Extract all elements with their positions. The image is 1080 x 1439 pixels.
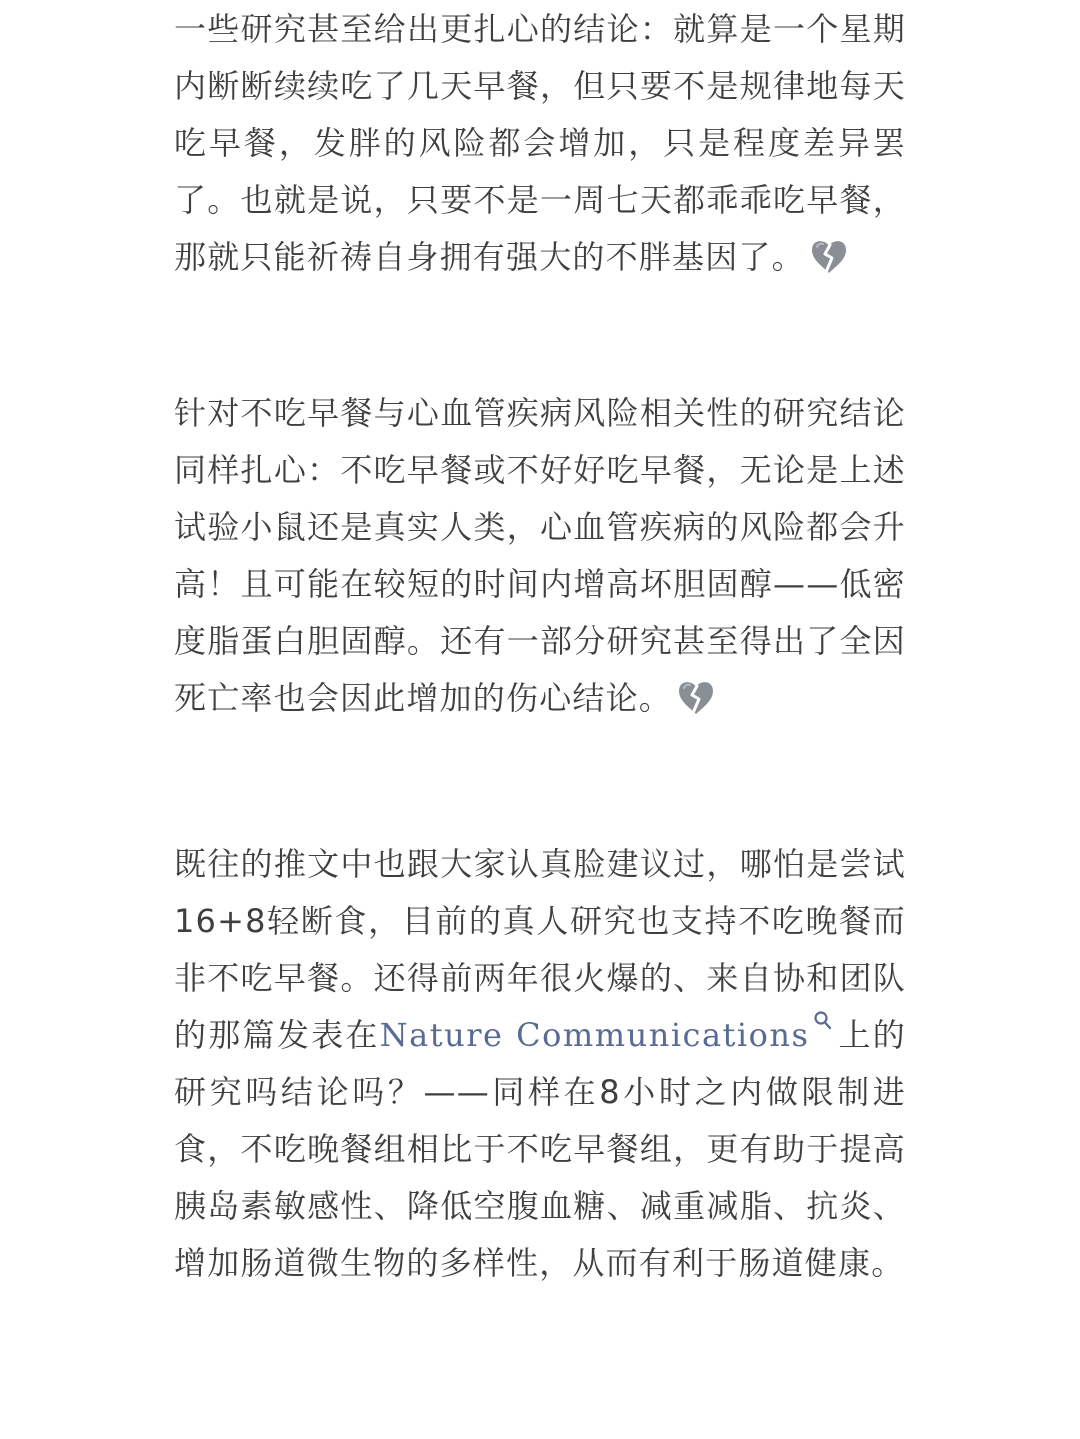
paragraph-intermittent-fasting: [174, 836, 906, 1292]
paragraph-spacer: [174, 727, 906, 836]
article-body: [174, 0, 906, 1292]
paragraph-cardiovascular-risk: [174, 385, 906, 727]
paragraph-spacer: [174, 286, 906, 385]
paragraph-text: 上的研究吗结论吗？——同样在8小时之内做限制进食，不吃晚餐组相比于不吃早餐组，更有助于提高胰岛素敏感性、降低空腹血糖、减重减脂、抗炎、增加肠道微生物的多样性，从而有利于肠道健康。: [174, 1016, 906, 1282]
search-icon[interactable]: [813, 1010, 833, 1032]
broken-heart-icon: [676, 679, 716, 717]
paragraph-breakfast-weight: [174, 0, 906, 286]
nature-communications-link[interactable]: Nature Communications: [379, 1016, 810, 1054]
broken-heart-icon: [809, 238, 849, 276]
paragraph-text: 针对不吃早餐与心血管疾病风险相关性的研究结论同样扎心：不吃早餐或不好好吃早餐，无论是上述试验小鼠还是真实人类，心血管疾病的风险都会升高！且可能在较短的时间内增高坏胆固醇——低密度脂蛋白胆固醇。还有一部分研究甚至得出了全因死亡率也会因此增加的伤心结论。: [174, 394, 906, 717]
paragraph-text: 既往的推文中也跟大家认真脸建议过，哪怕是尝试16+8轻断食，目前的真人研究也支持不吃晚餐而非不吃早餐。还得前两年很火爆的、来自协和团队的那篇发表在: [174, 845, 906, 1054]
paragraph-text: 一些研究甚至给出更扎心的结论：就算是一个星期内断断续续吃了几天早餐，但只要不是规律地每天吃早餐，发胖的风险都会增加，只是程度差异罢了。也就是说，只要不是一周七天都乖乖吃早餐，那就只能祈祷自身拥有强大的不胖基因了。: [174, 10, 906, 276]
